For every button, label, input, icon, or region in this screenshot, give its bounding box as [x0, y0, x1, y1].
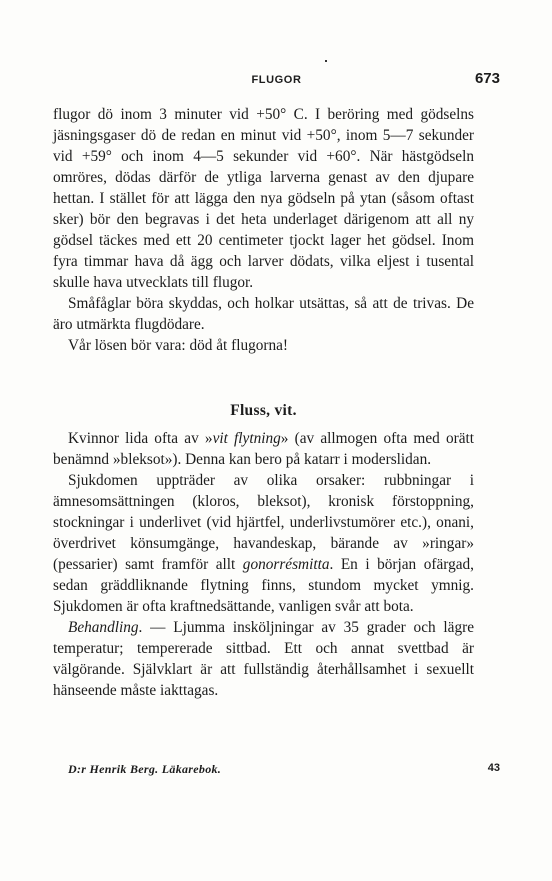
text-run: Kvinnor lida ofta av »	[68, 430, 213, 447]
paragraph-behandling	[53, 617, 474, 701]
page-number: 673	[474, 70, 500, 87]
paragraph-losen: Vår lösen bör vara: död åt flugorna!	[68, 337, 289, 354]
paragraph-fluss-intro	[53, 428, 474, 470]
section-heading: Fluss, vit.	[230, 402, 297, 419]
emphasis-term: Behandling	[68, 619, 139, 636]
emphasis-term: gonorrésmitta	[242, 556, 330, 573]
paragraph-orsaker	[53, 470, 474, 617]
page-body	[53, 104, 474, 701]
page-footer	[68, 762, 500, 777]
text-run: » (av allmogen ofta med orätt benämnd »bleksot»). Denna kan bero på katarr i moderslidan.	[53, 430, 474, 468]
emphasis-term: vit flytning	[212, 430, 281, 447]
print-speck	[325, 60, 327, 62]
paragraph-flugor-continued: flugor dö inom 3 minuter vid +50° C. I beröring med gödselns jäsningsgaser dö de redan en minut vid +50°, inom 5—7 sekunder vid +59° och inom 4—5 sekunder vid +60°. När hästgödseln omröres, dödas därför de ytliga larverna genast av den djupare hettan. I stället för att lägga den nya gödseln på ytan (såsom oftast sker) bör den begravas i det heta underlaget därigenom att all ny gödsel täckes med ett 20 centimeter tjockt lager het gödsel. Inom fyra timmar hava då ägg och larver dödats, vilka eljest i tusental skulle hava utvecklats till flugor.	[53, 106, 474, 291]
text-run: . En i början ofärgad, sedan gräddliknande flytning finns, stundom mycket ymnig. Sjukdomen är ofta kraftnedsättande, vanligen svår att bota.	[53, 556, 474, 615]
paragraph-smafaglar: Småfåglar böra skyddas, och holkar utsättas, så att de trivas. De äro utmärkta flugdödare.	[53, 295, 474, 333]
text-run: Sjukdomen uppträder av olika orsaker: rubbningar i ämnesomsättningen (kloros, bleksot), kronisk förstoppning, stockningar i underlivet (vid hjärtfel, underlivstumörer etc.), onani, överdrivet könsumgänge, havandeskap, bärande av »ringar» (pessarier) samt framför allt	[53, 472, 474, 573]
running-title: FLUGOR	[251, 74, 302, 86]
page-header	[53, 70, 500, 90]
signature-mark: 43	[487, 762, 500, 774]
book-imprint: D:r Henrik Berg. Läkarebok.	[68, 762, 222, 776]
text-run: . — Ljumma insköljningar av 35 grader och lägre temperatur; tempererade sittbad. Ett och annat svettbad är välgörande. Självklart är att fullständig återhållsamhet i sexuellt hänseende måste iakttagas.	[53, 619, 474, 699]
